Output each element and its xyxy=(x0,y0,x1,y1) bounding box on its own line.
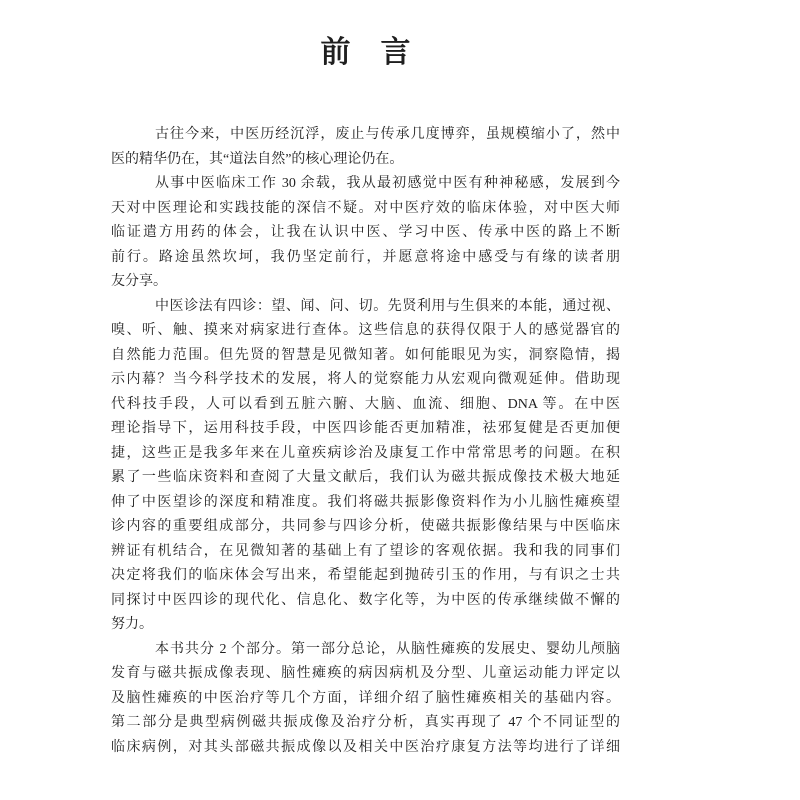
text-line: 决定将我们的临床体会写出来，希望能起到抛砖引玉的作用，与有识之士共 xyxy=(111,568,620,583)
text-line: 天对中医理论和实践技能的深信不疑。对中医疗效的临床体验，对中医大师 xyxy=(111,200,620,216)
paragraph xyxy=(111,638,620,761)
text-line: 诊内容的重要组成部分，共同参与四诊分析，使磁共振影像结果与中医临床 xyxy=(111,519,620,534)
text-line: 理论指导下，运用科技手段，中医四诊能否更加精准，祛邪复健是否更加便 xyxy=(111,421,620,436)
text-line: 自然能力范围。但先贤的智慧是见微知著。如何能眼见为实，洞察隐情，揭 xyxy=(111,347,620,363)
text-line: 同探讨中医四诊的现代化、信息化、数字化等，为中医的传承继续做不懈的 xyxy=(111,592,620,608)
text-line: 医的精华仍在，其“道法自然”的核心理论仍在。 xyxy=(111,151,404,167)
text-line: 嗅、听、触、摸来对病家进行查体。这些信息的获得仅限于人的感觉器官的 xyxy=(111,323,620,338)
text-line: 第二部分是典型病例磁共振成像及治疗分析，真实再现了 47 个不同证型的 xyxy=(111,715,620,730)
text-line: 古往今来，中医历经沉浮，废止与传承几度博弈，虽规模缩小了，然中 xyxy=(155,127,620,142)
text-line: 临床病例，对其头部磁共振成像以及相关中医治疗康复方法等均进行了详细 xyxy=(111,739,620,755)
page-title: 前 言 xyxy=(320,36,411,69)
text-line: 示内幕？当今科学技术的发展，将人的觉察能力从宏观向微观延伸。借助现 xyxy=(111,372,620,387)
text-line: 累了一些临床资料和查阅了大量文献后，我们认为磁共振成像技术极大地延 xyxy=(111,470,620,485)
text-line: 捷，这些正是我多年来在儿童疾病诊治及康复工作中常常思考的问题。在积 xyxy=(111,445,620,461)
paragraph xyxy=(111,172,620,295)
text-line: 及脑性瘫痪的中医治疗等几个方面，详细介绍了脑性瘫痪相关的基础内容。 xyxy=(111,690,620,706)
paragraph xyxy=(111,295,620,638)
text-line: 本书共分 2 个部分。第一部分总论，从脑性瘫痪的发展史、婴幼儿颅脑 xyxy=(155,641,620,657)
text-line: 临证遣方用药的体会，让我在认识中医、学习中医、传承中医的路上不断 xyxy=(111,225,620,240)
text-line: 努力。 xyxy=(111,617,153,632)
page-body xyxy=(111,123,620,760)
paragraph xyxy=(111,123,620,172)
text-line: 中医诊法有四诊：望、闻、问、切。先贤利用与生俱来的本能，通过视、 xyxy=(155,298,620,314)
text-line: 辨证有机结合，在见微知著的基础上有了望诊的客观依据。我和我的同事们 xyxy=(111,543,620,559)
text-line: 从事中医临床工作 30 余载，我从最初感觉中医有种神秘感，发展到今 xyxy=(155,176,620,191)
text-line: 伸了中医望诊的深度和精准度。我们将磁共振影像资料作为小儿脑性瘫痪望 xyxy=(111,494,620,510)
text-line: 前行。路途虽然坎坷，我仍坚定前行，并愿意将途中感受与有缘的读者朋 xyxy=(111,249,620,265)
text-line: 代科技手段，人可以看到五脏六腑、大脑、血流、细胞、DNA 等。在中医 xyxy=(111,396,620,412)
text-line: 发育与磁共振成像表现、脑性瘫痪的病因病机及分型、儿童运动能力评定以 xyxy=(111,666,620,681)
text-line: 友分享。 xyxy=(111,274,167,289)
